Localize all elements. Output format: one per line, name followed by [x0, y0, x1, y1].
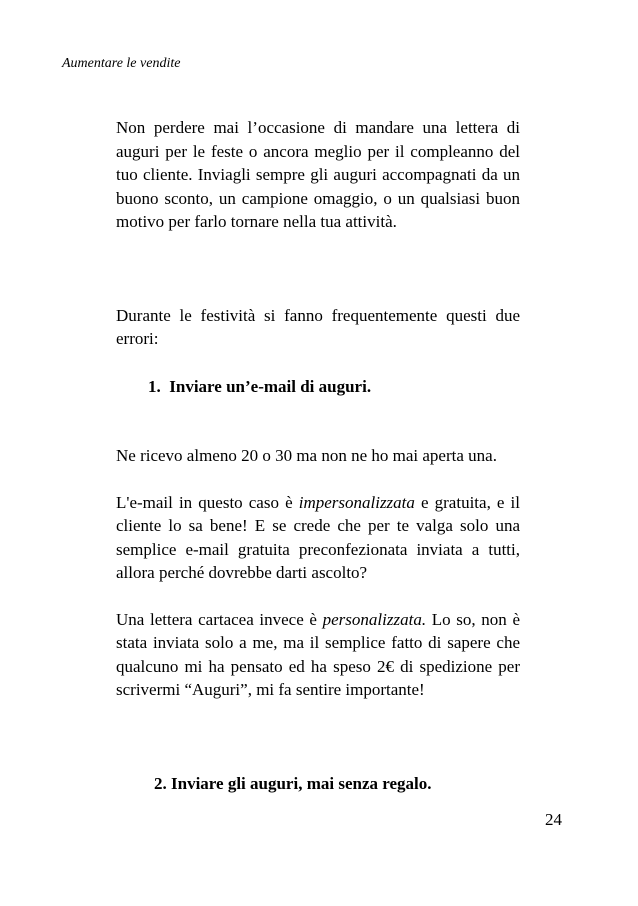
text-segment: e gratuita, e il cliente lo sa bene! E se crede che per te valga solo una semplice e-mail gratuita preconfezionata inviata a tutti, allora perché dovrebbe darti ascolto?	[116, 492, 520, 582]
emphasis-impersonalizzata: impersonalizzata	[298, 492, 415, 512]
paragraph-impersonal-email	[116, 491, 520, 585]
heading-error-2: 2. Inviare gli auguri, mai senza regalo.	[154, 773, 432, 793]
page-number: 24	[545, 810, 562, 829]
emphasis-personalizzata: personalizzata.	[322, 609, 427, 629]
paragraph-holiday-errors: Durante le festività si fanno frequentemente questi due errori:	[116, 305, 520, 348]
running-header: Aumentare le vendite	[62, 56, 181, 71]
text-segment: Lo so, non è stata inviata solo a me, ma il semplice fatto di sapere che qualcuno mi ha pensato ed ha speso 2€ di spedizione per scrivermi “Auguri”, mi fa sentire importante!	[116, 609, 520, 699]
paragraph-paper-letter	[116, 608, 520, 702]
paragraph-emails-received: Ne ricevo almeno 20 o 30 ma non ne ho mai aperta una.	[116, 446, 497, 465]
page-body	[116, 116, 520, 795]
text-segment: Una lettera cartacea invece è	[116, 609, 323, 629]
heading-error-1: 1. Inviare un’e-mail di auguri.	[148, 376, 372, 396]
paragraph-birthday-letters: Non perdere mai l’occasione di mandare una lettera di auguri per le feste o ancora meglio per il compleanno del tuo cliente. Inviagli sempre gli auguri accompagnati da un buono sconto, un campione omaggio, o un qualsiasi buon motivo per farlo tornare nella tua attività.	[116, 118, 520, 231]
text-segment: L'e-mail in questo caso è	[116, 492, 299, 512]
